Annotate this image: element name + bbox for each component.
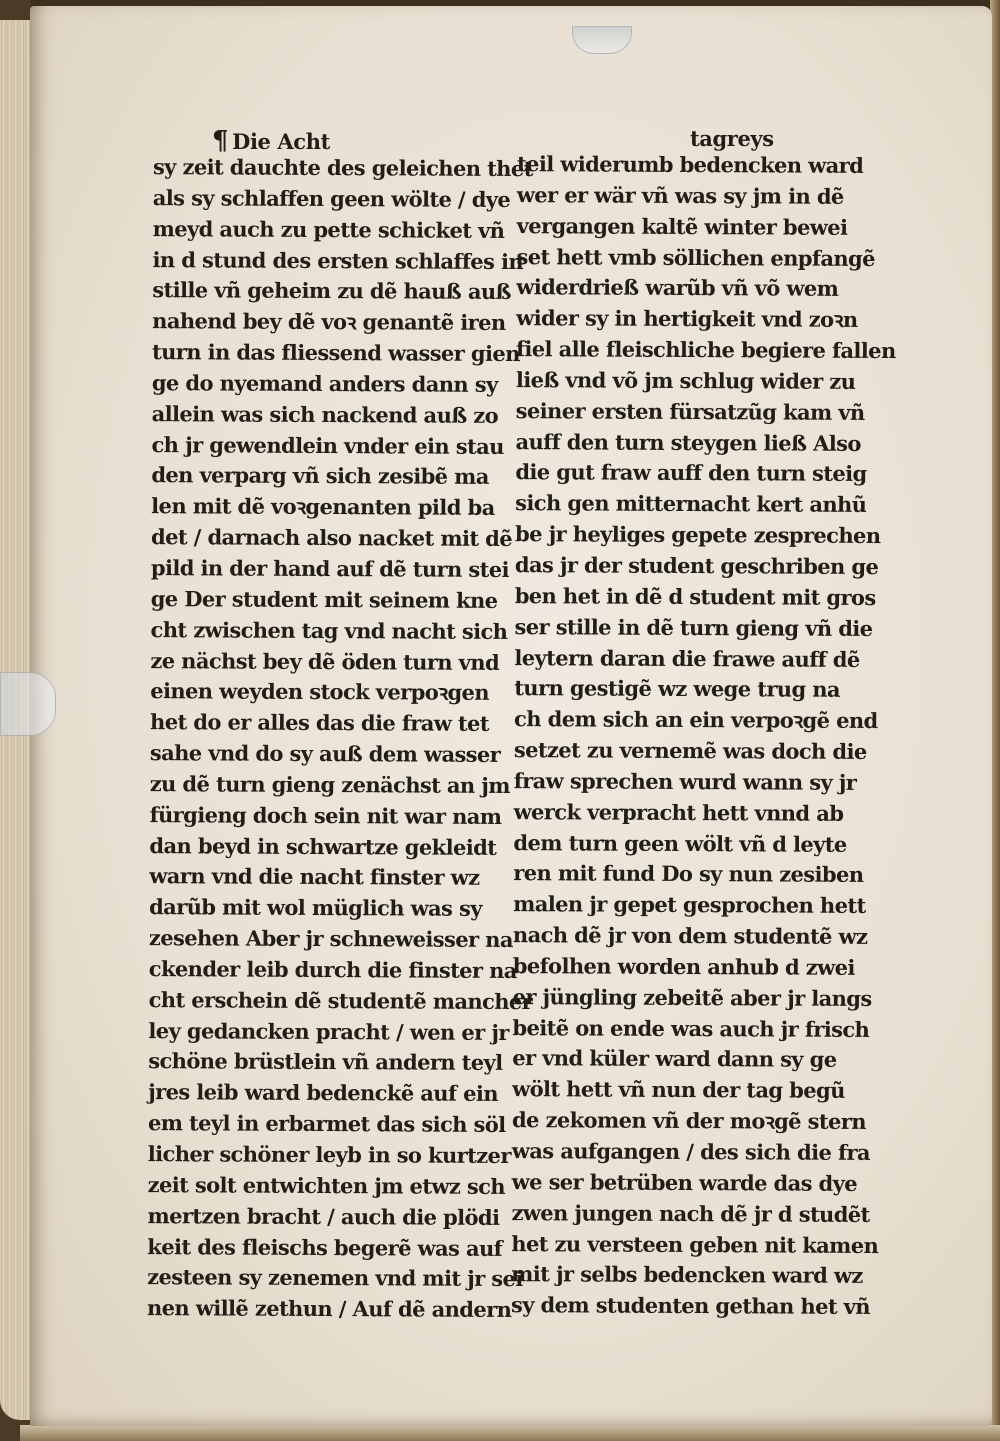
text-line: schöne brüstlein vñ andern teyl: [148, 1048, 503, 1076]
text-line: setzet zu vernemẽ was doch die: [513, 737, 867, 764]
text-line: nen willẽ zethun / Auf dẽ andern: [146, 1295, 512, 1323]
text-line: cht erschein dẽ studentẽ mancher: [148, 986, 533, 1014]
text-line: fraw sprechen wurd wann sy jr: [513, 767, 857, 795]
text-line: licher schöner leyb in so kurtzer: [147, 1141, 511, 1169]
text-line: turn gestigẽ wz wege trug na: [514, 675, 841, 703]
text-line: sahe vnd do sy auß dem wasser: [149, 740, 501, 767]
text-line: fiel alle fleischliche begiere fallen: [515, 336, 896, 364]
text-line: meyd auch zu pette schicket vñ: [152, 215, 505, 243]
text-line: fürgieng doch sein nit war nam: [149, 801, 502, 829]
text-line: keit des fleischs begerẽ was auf: [147, 1233, 503, 1261]
text-line: ch jr gewendlein vnder ein stau: [151, 431, 504, 459]
running-head-left: [212, 126, 330, 156]
running-head-left-text: Die Acht: [232, 129, 330, 154]
text-line: er jüngling zebeitẽ aber jr langs: [512, 983, 872, 1011]
text-line: warn vnd die nacht finster wz: [149, 863, 480, 891]
text-line: det / darnach also nacket mit dẽ: [150, 524, 513, 552]
text-line: vergangen kaltẽ winter bewei: [516, 212, 848, 240]
text-line: ze nächst bey dẽ öden turn vnd: [150, 647, 500, 675]
text-line: er vnd küler ward dann sy ge: [512, 1045, 837, 1073]
text-line: wölt hett vñ nun der tag begũ: [512, 1076, 845, 1104]
text-line: als sy schlaffen geen wölte / dye: [152, 184, 511, 212]
text-column-right: [510, 149, 896, 1323]
page-clip-left: [0, 672, 56, 736]
text-line: jres leib ward bedenckẽ auf ein: [148, 1079, 499, 1107]
book-bottom-edge: [20, 1425, 1000, 1441]
text-line: leytern daran die frawe auff dẽ: [514, 644, 860, 672]
running-head-right: tagreys: [690, 126, 774, 151]
text-line: ckender leib durch die finster na: [148, 956, 517, 983]
text-line: zesehen Aber jr schneweisser na: [148, 925, 513, 953]
text-line: ch dem sich an ein verpoꝛgẽ end: [514, 706, 878, 734]
text-line: zesteen sy zenemen vnd mit jr sei: [147, 1264, 523, 1292]
text-column-left: [146, 152, 533, 1326]
text-line: dem turn geen wölt vñ d leyte: [513, 829, 847, 857]
text-line: ließ vnd võ jm schlug wider zu: [515, 367, 856, 394]
text-line: auff den turn steygen ließ Also: [515, 428, 861, 456]
text-line: sy zeit dauchte des geleichen thet: [152, 154, 533, 182]
text-line: dan beyd in schwartze gekleidt: [149, 832, 497, 860]
text-line: set hett vmb söllichen enpfangẽ: [516, 243, 875, 271]
text-line: wider sy in hertigkeit vnd zoꝛn: [516, 305, 858, 333]
text-line: len mit dẽ voꝛgenanten pild ba: [151, 493, 495, 521]
text-line: nach dẽ jr von dem studentẽ wz: [512, 922, 868, 950]
text-line: turn in das fliessend wasser gien: [151, 339, 520, 367]
text-line: beitẽ on ende was auch jr frisch: [512, 1014, 870, 1042]
text-line: darũb mit wol müglich was sy: [149, 894, 482, 922]
text-line: allein was sich nackend auß zo: [151, 400, 499, 428]
text-line: ben het in dẽ d student mit gros: [514, 582, 876, 610]
text-line: nahend bey dẽ voꝛ genantẽ iren: [152, 308, 506, 336]
text-line: stille vñ geheim zu dẽ hauß auß: [152, 277, 512, 305]
text-line: sich gen mitternacht kert anhũ: [515, 490, 867, 518]
text-line: cht zwischen tag vnd nacht sich: [150, 616, 508, 644]
text-line: ge Der student mit seinem kne: [150, 585, 498, 613]
text-line: zeit solt entwichten jm etwz sch: [147, 1171, 506, 1199]
text-line: ren mit fund Do sy nun zesiben: [513, 860, 864, 888]
text-line: mertzen bracht / auch die plödi: [147, 1202, 500, 1230]
text-line: de zekomen vñ der moꝛgẽ stern: [511, 1107, 866, 1135]
text-line: zu dẽ turn gieng zenächst an jm: [149, 770, 511, 798]
text-line: einen weyden stock verpoꝛgen: [150, 678, 490, 706]
text-line: het do er alles das die fraw tet: [150, 709, 490, 737]
text-line: het zu versteen geben nit kamen: [511, 1230, 879, 1258]
text-line: mit jr selbs bedencken ward wz: [511, 1261, 863, 1289]
text-line: in d stund des ersten schlaffes in: [152, 246, 524, 274]
text-line: ley gedancken pracht / wen er jr: [148, 1017, 509, 1045]
text-line: was aufgangen / des sich die fra: [511, 1138, 870, 1165]
text-line: em teyl in erbarmet das sich söl: [147, 1110, 506, 1138]
text-line: wer er wär vñ was sy jm in dẽ: [516, 181, 844, 209]
text-line: ge do nyemand anders dann sy: [151, 370, 498, 397]
text-line: we ser betrüben warde das dye: [511, 1168, 858, 1196]
text-line: pild in der hand auf dẽ turn stei: [150, 555, 509, 582]
text-line: sy dem studenten gethan het vñ: [510, 1292, 871, 1320]
text-line: malen jr gepet gesprochen hett: [513, 891, 866, 919]
text-line: zwen jungen nach dẽ jr d studẽt: [511, 1199, 870, 1227]
text-line: teil widerumb bedencken ward: [516, 151, 864, 178]
text-line: seiner ersten fürsatzũg kam vñ: [515, 397, 865, 425]
text-line: befolhen worden anhub d zwei: [512, 953, 855, 980]
pilcrow-icon: ¶: [212, 126, 229, 156]
text-line: die gut fraw auff den turn steig: [515, 459, 867, 487]
text-line: das jr der student geschriben ge: [514, 552, 879, 579]
text-line: den verparg vñ sich zesibẽ ma: [151, 462, 489, 490]
text-line: werck verpracht hett vnnd ab: [513, 798, 844, 826]
text-line: widerdrieß warũb vñ võ wem: [516, 274, 839, 302]
text-line: be jr heyliges gepete zesprechen: [514, 521, 881, 549]
text-line: ser stille in dẽ turn gieng vñ die: [514, 613, 873, 641]
